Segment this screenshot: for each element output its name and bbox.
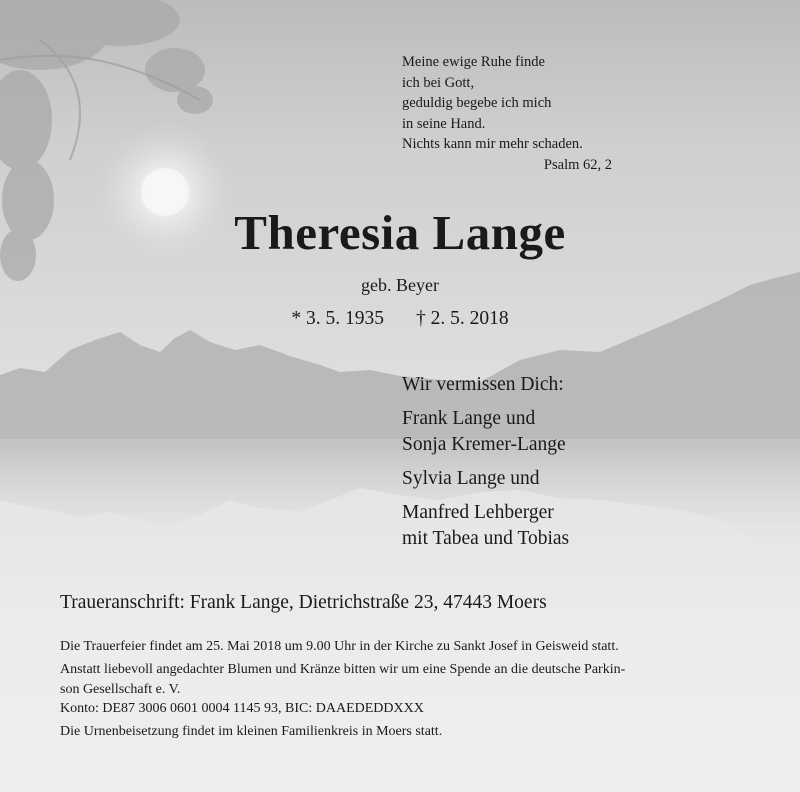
verse-source: Psalm 62, 2 [543, 156, 612, 173]
donation-note [60, 660, 740, 718]
maiden-name: geb. Beyer [361, 275, 439, 295]
birth-date: * 3. 5. 1935 [291, 308, 384, 329]
mourner-line: Manfred Lehberger [402, 502, 554, 523]
bank-account: Konto: DE87 3006 0601 0004 1145 93, BIC: DAAEDEDDXXX [60, 700, 424, 716]
verse-line: in seine Hand. [402, 115, 486, 132]
mourner-line: Sonja Kremer-Lange [402, 434, 566, 455]
donation-line: Anstatt liebevoll angedachter Blumen und Kränze bitten wir um eine Spende an die deutsche Parkin- [60, 662, 626, 678]
mourner-line: mit Tabea und Tobias [402, 528, 570, 549]
ceremony-note: Die Trauerfeier findet am 25. Mai 2018 um 9.00 Uhr in der Kirche zu Sankt Josef in Geisweid statt. [60, 639, 619, 654]
donation-line: son Gesellschaft e. V. [60, 681, 181, 697]
mourner-line: Sylvia Lange und [402, 468, 540, 489]
verse-line: Nichts kann mir mehr schaden. [402, 136, 583, 152]
bible-verse [402, 52, 612, 175]
life-dates [0, 308, 800, 330]
death-date: † 2. 5. 2018 [416, 308, 509, 329]
funeral-notes [60, 637, 740, 741]
mourners-intro: Wir vermissen Dich: [402, 374, 564, 395]
verse-line: Meine ewige Ruhe finde [402, 54, 545, 70]
deceased-name: Theresia Lange [234, 205, 566, 260]
verse-line: geduldig begebe ich mich [402, 95, 552, 111]
mourners-list [402, 372, 569, 552]
verse-line: ich bei Gott, [402, 74, 475, 91]
mourner-line: Frank Lange und [402, 408, 536, 429]
mourning-address: Traueranschrift: Frank Lange, Dietrichstraße 23, 47443 Moers [60, 592, 547, 613]
burial-note: Die Urnenbeisetzung findet im kleinen Familienkreis in Moers statt. [60, 724, 443, 740]
